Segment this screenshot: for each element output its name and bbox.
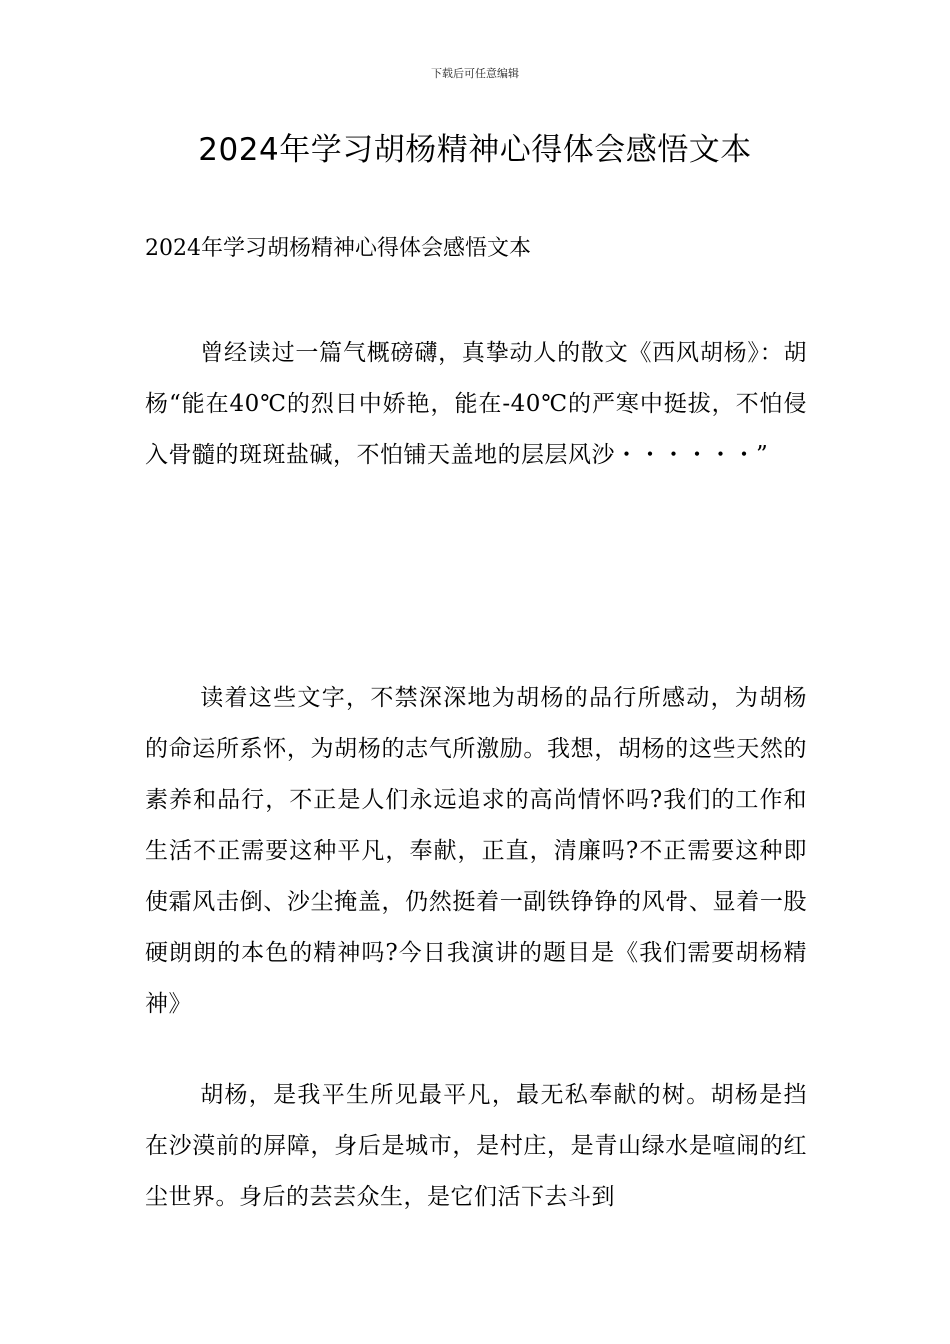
paragraph-1: 曾经读过一篇气概磅礴，真挚动人的散文《西风胡杨》：胡杨“能在40℃的烈日中娇艳，能在-40℃的严寒中挺拔，不怕侵入骨髓的斑斑盐碱，不怕铺天盖地的层层风沙・・・・・・”: [145, 340, 807, 468]
paragraph-2: 读着这些文字，不禁深深地为胡杨的品行所感动，为胡杨的命运所系怀，为胡杨的志气所激励。我想，胡杨的这些天然的素养和品行，不正是人们永远追求的高尚情怀吗?我们的工作和生活不正需要这种平凡，奉献，正直，清廉吗?不正需要这种即使霜风击倒、沙尘掩盖，仍然挺着一副铁铮铮的风骨、显着一股硬朗朗的本色的精神吗?今日我演讲的题目是《我们需要胡杨精神》: [145, 685, 807, 1017]
document-title: 2024年学习胡杨精神心得体会感悟文本: [198, 132, 752, 168]
document-subtitle: 2024年学习胡杨精神心得体会感悟文本: [145, 236, 531, 261]
paragraph-3: 胡杨，是我平生所见最平凡，最无私奉献的树。胡杨是挡在沙漠前的屏障，身后是城市，是村庄，是青山绿水是喧闹的红尘世界。身后的芸芸众生，是它们活下去斗到: [145, 1082, 807, 1210]
header-note: 下载后可任意编辑: [431, 67, 519, 80]
